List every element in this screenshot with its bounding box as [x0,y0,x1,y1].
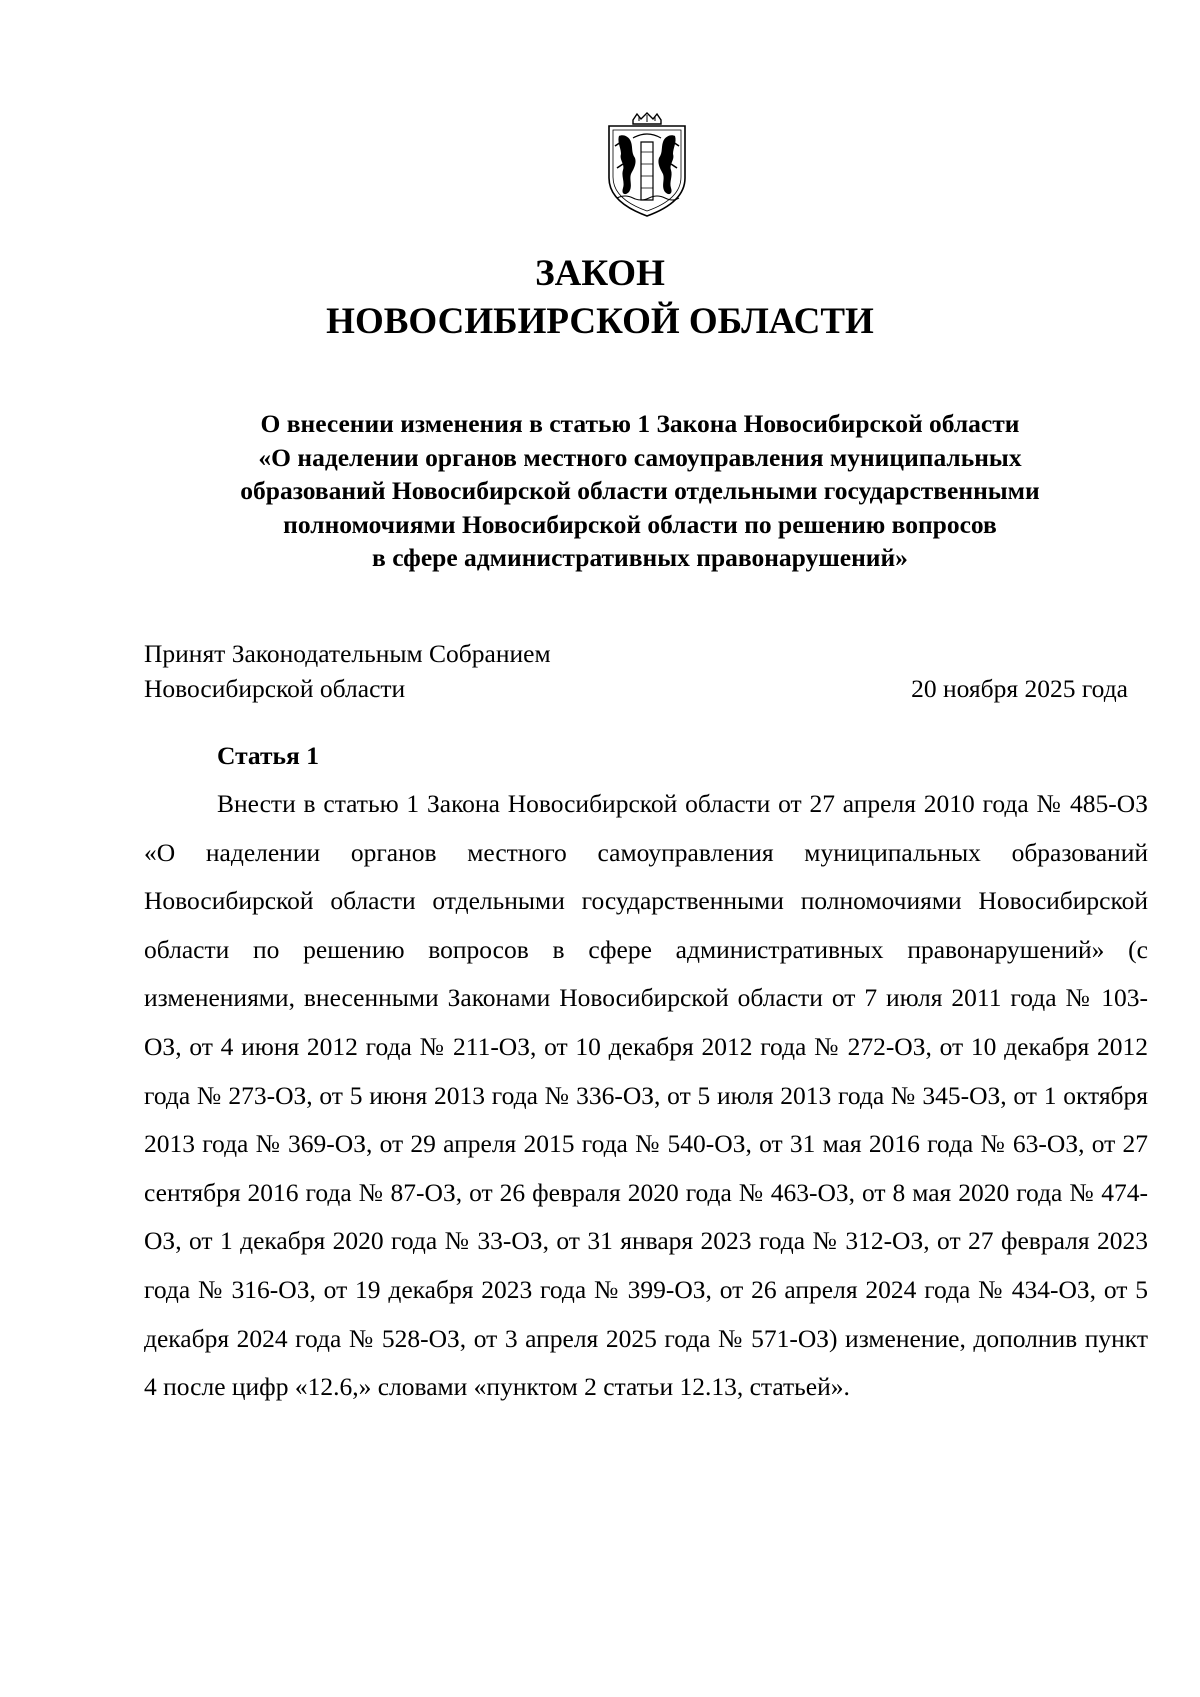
adoption-info [144,636,551,706]
doc-type-subtitle: НОВОСИБИРСКОЙ ОБЛАСТИ [326,301,874,342]
article-heading: Статья 1 [217,741,319,770]
coat-of-arms-icon [603,112,691,220]
article-body: Внести в статью 1 Закона Новосибирской области от 27 апреля 2010 года № 485-ОЗ «О наделении органов местного самоуправления муниципальных образований Новосибирской области отдельными государственными полномочиями Новосибирской области по решению вопросов в сфере административных правонарушений» (с изменениями, внесенными Законами Новосибирской области от 7 июля 2011 года № 103-ОЗ, от 4 июня 2012 года № 211-ОЗ, от 10 декабря 2012 года № 272-ОЗ, от 10 декабря 2012 года № 273-ОЗ, от 5 июня 2013 года № 336-ОЗ, от 5 июля 2013 года № 345-ОЗ, от 1 октября 2013 года № 369-ОЗ, от 29 апреля 2015 года № 540-ОЗ, от 31 мая 2016 года № 63-ОЗ, от 27 сентября 2016 года № 87-ОЗ, от 26 февраля 2020 года № 463-ОЗ, от 8 мая 2020 года № 474-ОЗ, от 1 декабря 2020 года № 33-ОЗ, от 31 января 2023 года № 312-ОЗ, от 27 февраля 2023 года № 316-ОЗ, от 19 декабря 2023 года № 399-ОЗ, от 26 апреля 2024 года № 434-ОЗ, от 5 декабря 2024 года № 528-ОЗ, от 3 апреля 2025 года № 571-ОЗ) изменение, дополнив пункт 4 после цифр «12.6,» словами «пунктом 2 статьи 12.13, статьей». [144,789,1148,1402]
adoption-date: 20 ноября 2025 года [911,674,1128,703]
adoption-line: Новосибирской области [144,674,406,703]
adoption-line: Принят Законодательным Собранием [144,639,551,668]
law-title-line: полномочиями Новосибирской области по решению вопросов [283,509,997,539]
law-title [150,407,1130,575]
law-title-line: образований Новосибирской области отдельными государственными [240,476,1040,505]
doc-type-title: ЗАКОН [535,253,665,294]
law-title-line: в сфере административных правонарушений» [372,543,908,572]
law-title-line: «О наделении органов местного самоуправления муниципальных [258,442,1022,472]
law-title-line: О внесении изменения в статью 1 Закона Новосибирской области [260,409,1020,438]
